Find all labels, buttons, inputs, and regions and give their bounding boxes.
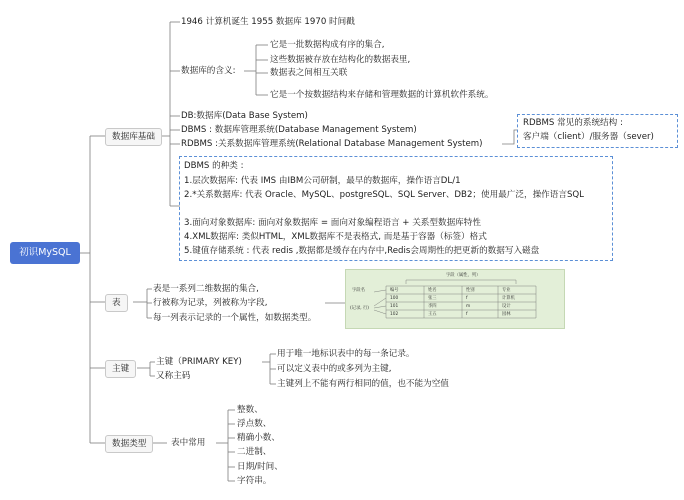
primary-key-name: 主键（PRIMARY KEY) — [156, 357, 242, 367]
illustration-grid — [346, 270, 564, 328]
illustration-cell: 102 — [390, 312, 399, 317]
kinds-title: DBMS 的种类 : — [184, 161, 244, 171]
primary-key-desc: 主键列上不能有两行相同的值，也不能为空值 — [277, 379, 449, 389]
primary-key-alias: 又称主码 — [156, 371, 191, 381]
illustration-cell: 王五 — [428, 312, 437, 317]
rdbms-note-title: RDBMS 常见的系统结构 : — [523, 118, 623, 128]
primary-key-desc: 用于唯一地标识表中的每一条记录。 — [277, 349, 415, 359]
illustration-field-label: 字段（属性，列） — [446, 273, 481, 278]
kind-item: 3.面向对象数据库: 面向对象数据库 = 面向对象编程语言 + 关系型数据库特性 — [184, 218, 481, 228]
illustration-cell: 设计 — [502, 304, 511, 309]
kind-item: 1.层次数据库: 代表 IMS 由IBM公司研制，最早的数据库，操作语言DL/1 — [184, 176, 461, 186]
kind-item: 4.XML数据库: 类似HTML，XML数据库不是表格式, 而是基于容器（标签）格式 — [184, 232, 487, 242]
illustration-cell: f — [466, 296, 468, 301]
illustration-header: 姓名 — [428, 288, 437, 293]
history-line: 1946 计算机诞生 1955 数据库 1970 时间戳 — [181, 17, 355, 27]
kind-item: 5.键值存储系统 : 代表 redis ,数据都是缓存在内存中,Redis会周期性的把更新的数据写入磁盘 — [184, 246, 540, 256]
branch-primary-key[interactable]: 主键 — [105, 360, 136, 378]
illustration-cell: 园林 — [502, 312, 511, 317]
kind-item: 2.*关系数据库: 代表 Oracle、MySQL、postgreSQL、SQL Server、DB2；使用最广泛，操作语言SQL — [184, 190, 584, 200]
rdbms-definition: RDBMS :关系数据库管理系统(Relational Database Management System) — [181, 139, 483, 149]
illustration-cell: f — [466, 312, 468, 317]
table-desc-line: 表是一系列二维数据的集合, — [153, 284, 259, 294]
illustration-cell: m — [466, 304, 471, 309]
dbms-definition: DBMS : 数据库管理系统(Database Management System) — [181, 125, 417, 135]
type-item: 浮点数、 — [237, 419, 272, 429]
type-item: 二进制、 — [237, 447, 272, 457]
common-types-label: 表中常用 — [171, 438, 206, 448]
illustration-cell: 计算机 — [502, 296, 515, 301]
meaning-line: 这些数据被存放在结构化的数据表里, — [270, 55, 411, 65]
illustration-cell: 100 — [390, 296, 399, 301]
type-item: 字符串。 — [237, 476, 272, 486]
type-item: 整数、 — [237, 405, 263, 415]
type-item: 日期/时间、 — [237, 462, 283, 472]
meaning-line: 它是一个按数据结构来存储和管理数据的计算机软件系统。 — [270, 90, 494, 100]
root-node[interactable]: 初识MySQL — [10, 242, 80, 264]
meaning-line: 数据表之间相互关联 — [270, 68, 348, 78]
branch-data-types[interactable]: 数据类型 — [105, 435, 153, 453]
table-desc-line: 每一列表示记录的一个属性，如数据类型。 — [153, 313, 317, 323]
illustration-row-label: 字段名 — [352, 288, 365, 293]
branch-basics[interactable]: 数据库基础 — [105, 128, 162, 146]
type-item: 精确小数、 — [237, 433, 280, 443]
table-desc-line: 行被称为记录，列被称为字段, — [153, 298, 268, 308]
illustration-cell: 101 — [390, 304, 399, 309]
primary-key-desc: 可以定义表中的或多列为主键, — [277, 364, 392, 374]
meaning-line: 它是一批数据构成有序的集合, — [270, 40, 385, 50]
illustration-header: 编号 — [390, 288, 399, 293]
illustration-header: 专业 — [502, 288, 511, 293]
illustration-header: 性别 — [466, 288, 475, 293]
db-definition: DB:数据库(Data Base System) — [181, 111, 308, 121]
illustration-cell: 张三 — [428, 296, 437, 301]
illustration-cell: 李四 — [428, 304, 437, 309]
branch-table[interactable]: 表 — [105, 294, 128, 312]
illustration-record-label: (记录, 行) — [350, 306, 369, 311]
rdbms-note-body: 客户端（client）/服务器（sever) — [523, 132, 654, 142]
meaning-label: 数据库的含义: — [181, 66, 236, 76]
table-illustration — [345, 269, 565, 329]
